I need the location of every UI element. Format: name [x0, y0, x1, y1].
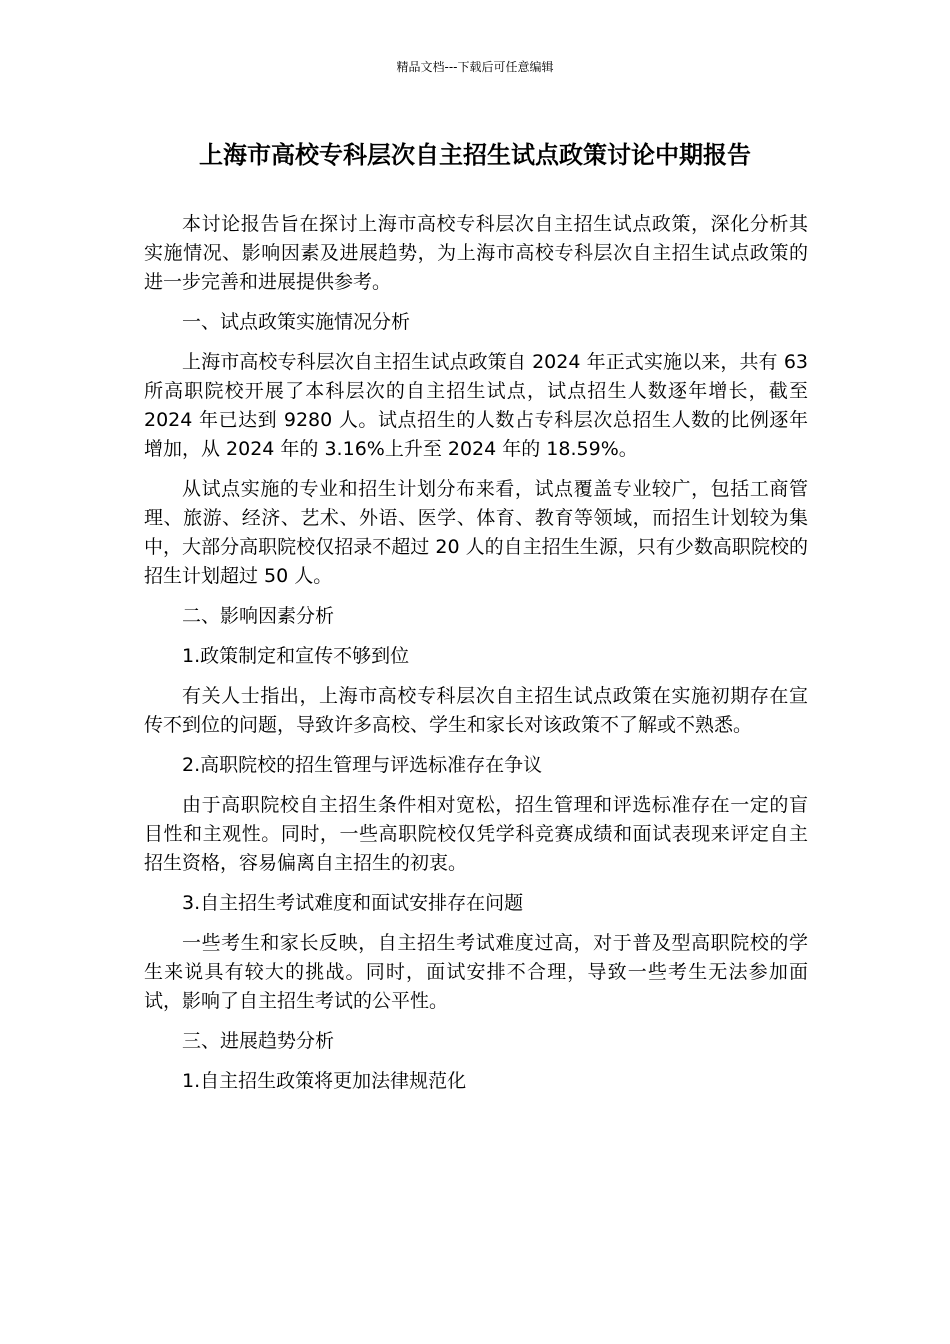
section-heading-factors: 二、影响因素分析	[182, 605, 335, 627]
subheading-admission-standards: 2.高职院校的招生管理与评选标准存在争议	[182, 754, 543, 776]
implementation-paragraph: 上海市高校专科层次自主招生试点政策自 2024 年正式实施以来，共有 63 所高职院校开展了本科层次的自主招生试点，试点招生人数逐年增长，截至 2024 年已达到 9280 人。试点招生的人数占专科层次总招生人数的比例逐年增加，从 2024 年的 3.16%上升至 2024 年的 18.59%。	[144, 351, 808, 460]
document-title: 上海市高校专科层次自主招生试点政策讨论中期报告	[199, 141, 751, 169]
section-heading-trends: 三、进展趋势分析	[182, 1030, 335, 1052]
section-heading-implementation: 一、试点政策实施情况分析	[182, 311, 411, 333]
admission-standards-paragraph: 由于高职院校自主招生条件相对宽松，招生管理和评选标准存在一定的盲目性和主观性。同时，一些高职院校仅凭学科竞赛成绩和面试表现来评定自主招生资格，容易偏离自主招生的初衷。	[144, 794, 808, 874]
document-body	[144, 210, 808, 1107]
intro-paragraph: 本讨论报告旨在探讨上海市高校专科层次自主招生试点政策，深化分析其实施情况、影响因素及进展趋势，为上海市高校专科层次自主招生试点政策的进一步完善和进展提供参考。	[144, 213, 808, 293]
distribution-paragraph: 从试点实施的专业和招生计划分布来看，试点覆盖专业较广，包括工商管理、旅游、经济、艺术、外语、医学、体育、教育等领域，而招生计划较为集中，大部分高职院校仅招录不超过 20 人的自主招生生源，只有少数高职院校的招生计划超过 50 人。	[144, 478, 808, 587]
subheading-policy-publicity: 1.政策制定和宣传不够到位	[182, 645, 410, 667]
exam-interview-paragraph: 一些考生和家长反映，自主招生考试难度过高，对于普及型高职院校的学生来说具有较大的挑战。同时，面试安排不合理，导致一些考生无法参加面试，影响了自主招生考试的公平性。	[144, 932, 808, 1012]
policy-publicity-paragraph: 有关人士指出，上海市高校专科层次自主招生试点政策在实施初期存在宣传不到位的问题，导致许多高校、学生和家长对该政策不了解或不熟悉。	[144, 685, 808, 736]
page-header-note: 精品文档---下载后可任意编辑	[396, 60, 554, 74]
subheading-legal-standardization: 1.自主招生政策将更加法律规范化	[182, 1070, 467, 1092]
subheading-exam-interview: 3.自主招生考试难度和面试安排存在问题	[182, 892, 524, 914]
